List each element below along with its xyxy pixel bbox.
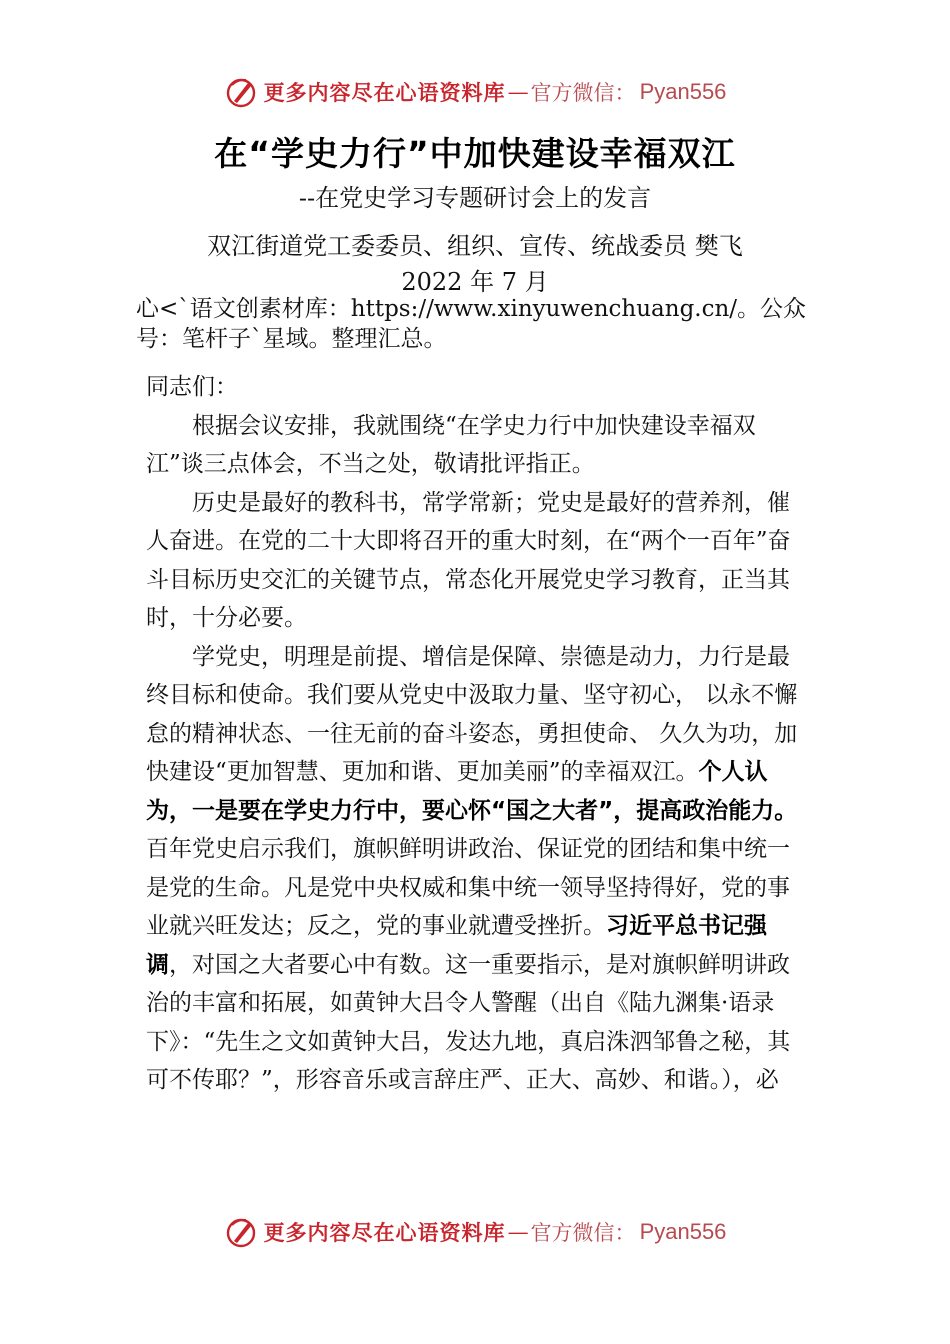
brand-wechat-id: Pyan556 <box>639 79 727 104</box>
paragraph-3 <box>146 638 810 1100</box>
brand-slogan: 更多内容尽在心语资料库 <box>263 1220 506 1245</box>
paragraph-3-text-c: ，对国之大者要心中有数。这一重要指示，是对旗帜鲜明讲政治的丰富和拓展，如黄钟大吕令人警醒（出自《陆九渊集·语录下》：“先生之文如黄钟大吕，发达九地，真启洙泗邹鲁之秘，其可不传耶？”，形容音乐或言辞庄严、正大、高妙、和谐。），必 <box>146 951 791 1093</box>
paragraph-3-text-b: 百年党史启示我们，旗帜鲜明讲政治、保证党的团结和集中统一是党的生命。凡是党中央权威和集中统一领导坚持得好，党的事业就兴旺发达；反之，党的事业就遭受挫折。 <box>146 836 790 939</box>
source-note: 心<`语文创素材库：https://www.xinyuwenchuang.cn/。公众号：笔杆子`星域。整理汇总。 <box>136 296 807 352</box>
document-title: 在“学史力行”中加快建设幸福双江 <box>214 134 736 173</box>
brand-wechat-label: 官方微信： <box>530 81 636 105</box>
document-subtitle: --在党史学习专题研讨会上的发言 <box>298 184 652 212</box>
brand-dash: — <box>507 1220 529 1244</box>
paragraph-3-bold-point: 个人认为，一是要在学史力行中，要心怀“国之大者”，提高政治能力。 <box>146 759 798 824</box>
header-brand-bar[interactable] <box>0 72 950 112</box>
paragraph-2: 历史是最好的教科书，常学常新；党史是最好的营养剂，催人奋进。在党的二十大即将召开的重大时刻，在“两个一百年”奋斗目标历史交汇的关键节点，常态化开展党史学习教育，正当其时，十分必要。 <box>146 489 791 631</box>
paragraph-3-text-a: 学党史，明理是前提、增信是保障、崇德是动力，力行是最终目标和使命。我们要从党史中汲取力量、坚守初心， 以永不懈怠的精神状态、一往无前的奋斗姿态，勇担使命、 久久为功，加快建设“更加智慧、更加和谐、更加美丽”的幸福双江。 <box>146 643 798 785</box>
paragraph-3-bold-quote: 习近平总书记强调 <box>146 913 767 978</box>
paragraph-1: 根据会议安排，我就围绕“在学史力行中加快建设幸福双江”谈三点体会，不当之处，敬请批评指正。 <box>146 412 756 477</box>
document-date: 2022 年 7 月 <box>401 268 549 296</box>
pen-circle-logo-icon <box>224 1215 258 1249</box>
brand-dash: — <box>507 80 529 104</box>
document-author: 双江街道党工委委员、组织、宣传、统战委员 樊飞 <box>207 232 743 260</box>
brand-wechat-label: 官方微信： <box>530 1221 636 1245</box>
pen-circle-logo-icon <box>224 75 258 109</box>
footer-brand-bar[interactable] <box>0 1212 950 1252</box>
brand-slogan: 更多内容尽在心语资料库 <box>263 80 506 105</box>
brand-wechat-id: Pyan556 <box>639 1219 727 1244</box>
salutation: 同志们： <box>146 374 238 400</box>
document-body <box>146 368 810 1100</box>
